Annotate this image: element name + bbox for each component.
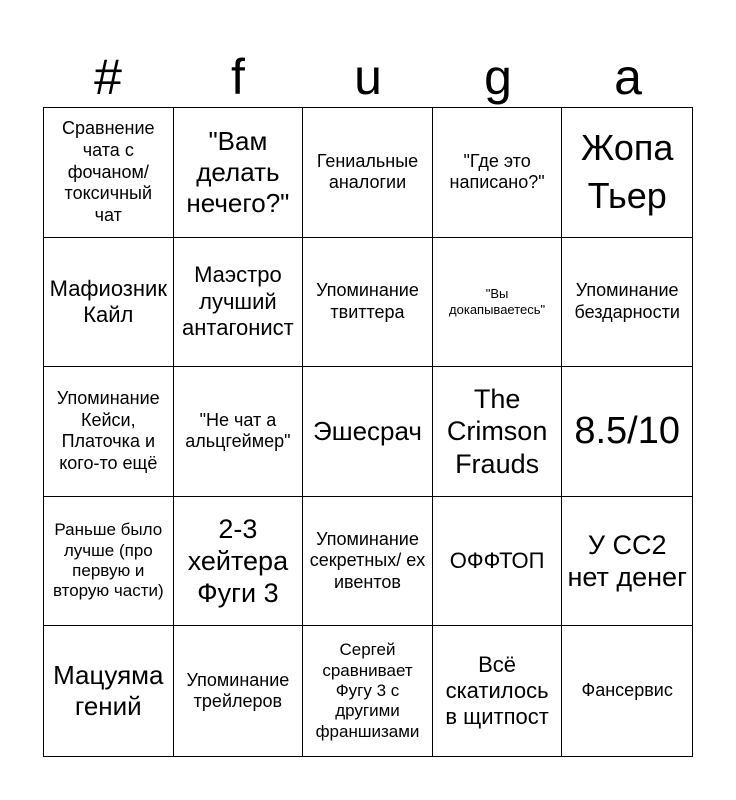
header-letter-g: g xyxy=(484,49,512,105)
bingo-cell[interactable]: Жопа Тьер xyxy=(562,108,692,238)
bingo-cell[interactable]: Упоминание бездарности xyxy=(562,238,692,368)
header-letter-hash: # xyxy=(94,49,122,105)
bingo-header xyxy=(43,46,693,108)
bingo-cell[interactable]: ОФФТОП xyxy=(433,497,563,627)
bingo-cell[interactable]: 8.5/10 xyxy=(562,367,692,497)
bingo-cell[interactable]: Всё скатилось в щитпост xyxy=(433,626,563,756)
bingo-cell[interactable]: The Crimson Frauds xyxy=(433,367,563,497)
bingo-cell[interactable]: "Не чат а альцгеймер" xyxy=(174,367,304,497)
bingo-cell[interactable]: Упоминание секретных/ ex ивентов xyxy=(303,497,433,627)
bingo-cell[interactable]: Упоминание твиттера xyxy=(303,238,433,368)
bingo-cell[interactable]: Упоминание Кейси, Платочка и кого-то ещё xyxy=(44,367,174,497)
bingo-cell[interactable]: Эшесрач xyxy=(303,367,433,497)
bingo-board xyxy=(43,107,693,757)
bingo-cell[interactable]: Мафиозник Кайл xyxy=(44,238,174,368)
bingo-cell[interactable]: Упоминание трейлеров xyxy=(174,626,304,756)
bingo-cell[interactable]: Фансервис xyxy=(581,680,673,701)
bingo-cell[interactable]: "Где это написано?" xyxy=(433,108,563,238)
header-letter-a: a xyxy=(614,49,642,105)
bingo-cell[interactable]: Раньше было лучше (про первую и вторую части) xyxy=(44,497,174,627)
bingo-cell[interactable]: "Вам делать нечего?" xyxy=(174,108,304,238)
header-letter-f: f xyxy=(231,49,245,105)
bingo-cell[interactable]: 2-3 хейтера Фуги 3 xyxy=(174,497,304,627)
header-letter-u: u xyxy=(354,49,382,105)
bingo-cell[interactable]: "Вы докапываетесь" xyxy=(433,238,563,368)
bingo-cell[interactable]: Сергей сравнивает Фугу 3 с другими франшизами xyxy=(303,626,433,756)
bingo-cell[interactable]: Сравнение чата с фочаном/ токсичный чат xyxy=(44,108,174,238)
bingo-cell[interactable]: Маэстро лучший антагонист xyxy=(174,238,304,368)
bingo-cell[interactable]: У CC2 нет денег xyxy=(562,497,692,627)
bingo-cell[interactable]: Мацуяма гений xyxy=(44,626,174,756)
bingo-cell[interactable]: Гениальные аналогии xyxy=(303,108,433,238)
